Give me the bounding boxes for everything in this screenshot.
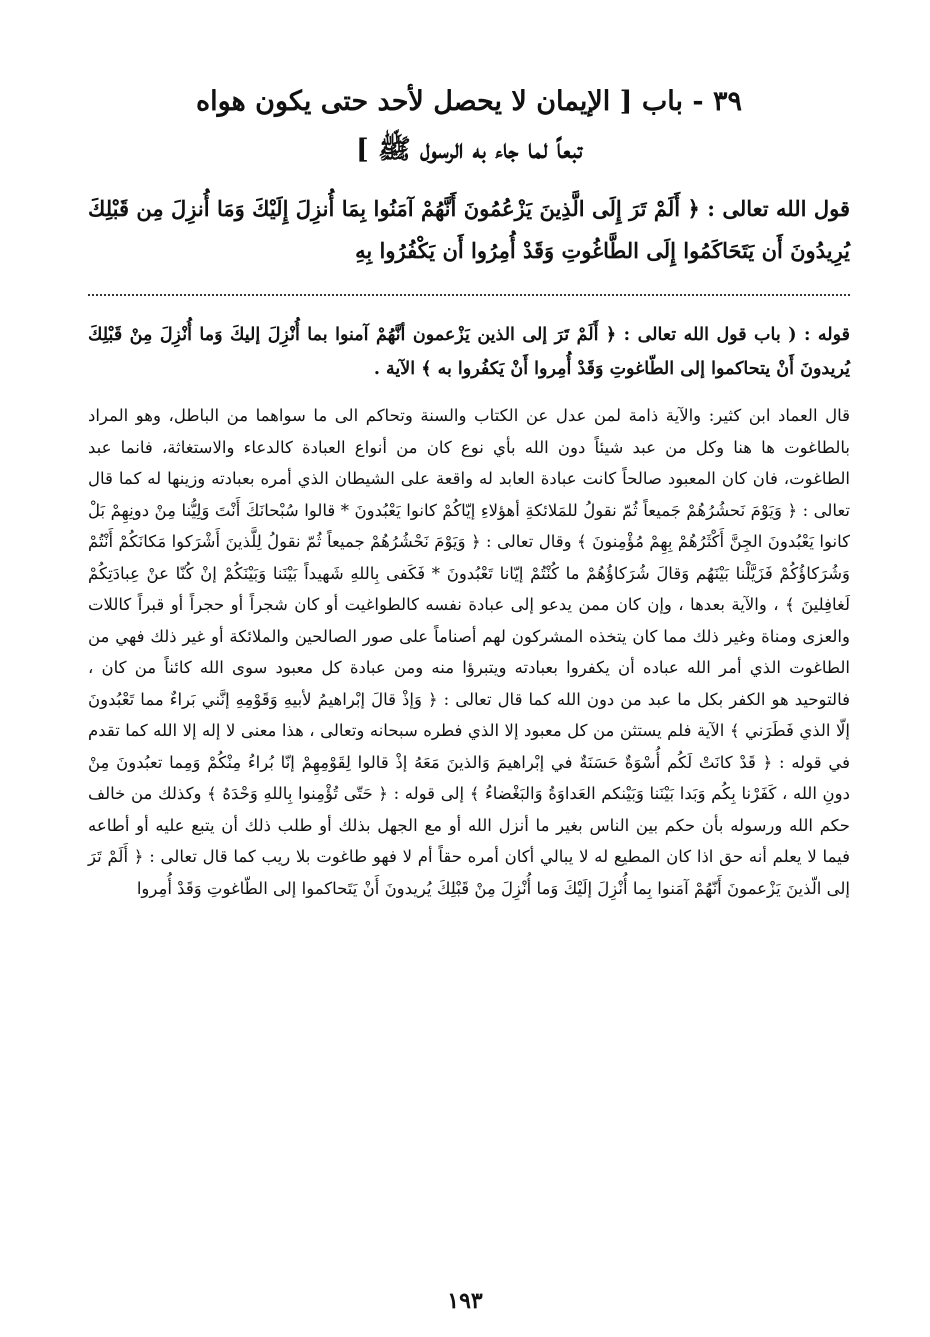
page-content bbox=[88, 78, 850, 904]
intro-verse-paragraph: قول الله تعالى : ﴿ أَلَمْ تَرَ إِلَى الَّذِينَ يَزْعُمُونَ أَنَّهُمْ آمَنُوا بِمَا أُنزِلَ إِلَيْكَ وَمَا أُنزِلَ مِن قَبْلِكَ يُرِيدُونَ أَن يَتَحَاكَمُوا إِلَى الطَّاغُوتِ وَقَدْ أُمِرُوا أَن يَكْفُرُوا بِهِ bbox=[88, 196, 850, 263]
chapter-title-line-2: تبعاً لما جاء به الرسول ﷺ ] bbox=[355, 134, 583, 165]
dotted-divider bbox=[88, 294, 850, 296]
chapter-title-line-1: ٣٩ - باب [ الإيمان لا يحصل لأحد حتى يكون هواه bbox=[195, 86, 743, 117]
page-number: ١٩٣ bbox=[447, 1288, 483, 1314]
commentary-body: قال العماد ابن كثير: والآية ذامة لمن عدل عن الكتاب والسنة وتحاكم الى ما سواهما من الباطل، وهو المراد بالطاغوت ها هنا وكل من عبد شيئاً دون الله بأي نوع كان من أنواع العبادة كالدعاء والاستغاثة، فانما عبد الطاغوت، فان كان المعبود صالحاً كانت عبادة العابد له واقعة على الشيطان الذي أمره بعبادته وزينها له كما قال تعالى : ﴿ وَيَوْمَ نَحشُرُهُمْ جَميعاً ثُمّ نقولُ للمَلائكةِ أهؤلاءِ إيّاكُمْ كانوا يَعْبُدونَ * قالوا سُبْحانَكَ أَنْتَ وَلِيُّنا مِنْ دونِهِمْ بَلْ كانوا يَعْبُدونَ الجِنَّ أَكْثَرُهُمْ بِهِمْ مُؤْمِنونَ ﴾ وقال تعالى : ﴿ وَيَوْمَ نَحْشُرُهُمْ جميعاً ثُمّ نقولُ لِلَّذينَ أَشْرَكوا مَكانَكُمْ أَنْتُمْ وَشُرَكاؤُكُمْ فَزَيَّلْنا بَيْنَهُم وَقالَ شُرَكاؤُهُمْ ما كُنْتُمْ إيّانا تَعْبُدونَ * فَكَفى بِاللهِ شَهيداً بَيْنَنا وَبَيْنَكُمْ إنْ كُنّا عنْ عِبادَتِكُمْ لَغافِلينَ ﴾ ، والآية بعدها ، وإن كان ممن يدعو إلى عبادة نفسه كالطواغيت أو كان شجراً أو حجراً أو قبراً كاللات والعزى ومناة وغير ذلك مما كان يتخذه المشركون لهم أصناماً على صور الصالحين والملائكة أو غير ذلك فهي من الطاغوت الذي أمر الله عباده أن يكفروا بعبادته ويتبرؤا منه ومن عبادة كل معبود سوى الله كائناً من كان ، فالتوحيد هو الكفر بكل ما عبد من دون الله كما قال تعالى : ﴿ وَإذْ قالَ إبْراهيمُ لأبيهِ وَقَوْمِهِ إنَّني بَراءٌ مما تَعْبُدونَ إلّا الذي فَطَرَني ﴾ الآية فلم يستثن من كل معبود إلا الذي فطره سبحانه وتعالى ، هذا معنى لا إله إلا الله كما تقدم في قوله : ﴿ قَدْ كانَتْ لَكُم أُسْوَةٌ حَسَنَةٌ في إبْراهيمَ وَالذينَ مَعَهُ إذْ قالوا لِقَوْمِهِمْ إنّا بُراءُ مِنْكُمْ وَمِما تعبُدونَ مِنْ دونِ الله ، كَفَرْنا بِكُم وَبَدا بَيْنَنا وَبَيْنكم العَداوَةُ وَالبَغْضاءُ ﴾ إلى قوله : ﴿ حَتّى تُؤْمِنوا بِاللهِ وَحْدَهُ ﴾ وكذلك من خالف حكم الله ورسوله بأن حكم بين الناس بغير ما أنزل الله أو مع الجهل بذلك أو طلب ذلك أن يتبع عليه أو أطاعه فيما لا يعلم أنه حق اذا كان المطيع له لا يبالي أكان أمره حقاً أم لا فهو طاغوت بلا ريب كما قال تعالى : ﴿ أَلَمْ تَرَ إلى الّذينَ يَزْعمونَ أَنّهُمْ آمَنوا بِما أُنْزِلَ إلَيْكَ وَما أُنْزِلَ مِنْ قَبْلِكَ يُريدونَ أَنْ يَتَحاكموا إلى الطّاغوتِ وَقَدْ أُمِروا bbox=[88, 406, 850, 898]
commentary-heading: قوله : ( باب قول الله تعالى : ﴿ أَلَمْ تَرَ إلى الذين يَزْعمون أنَّهُمْ آمنوا بما أُنْزِلَ إليكَ وَما أُنْزِلَ مِنْ قَبْلِكَ يُريدونَ أَنْ يتحاكموا إلى الطّاغوتِ وَقَدْ أُمِروا أَنْ يَكفُروا به ﴾ الآية . bbox=[88, 325, 850, 379]
chapter-title bbox=[88, 78, 850, 174]
